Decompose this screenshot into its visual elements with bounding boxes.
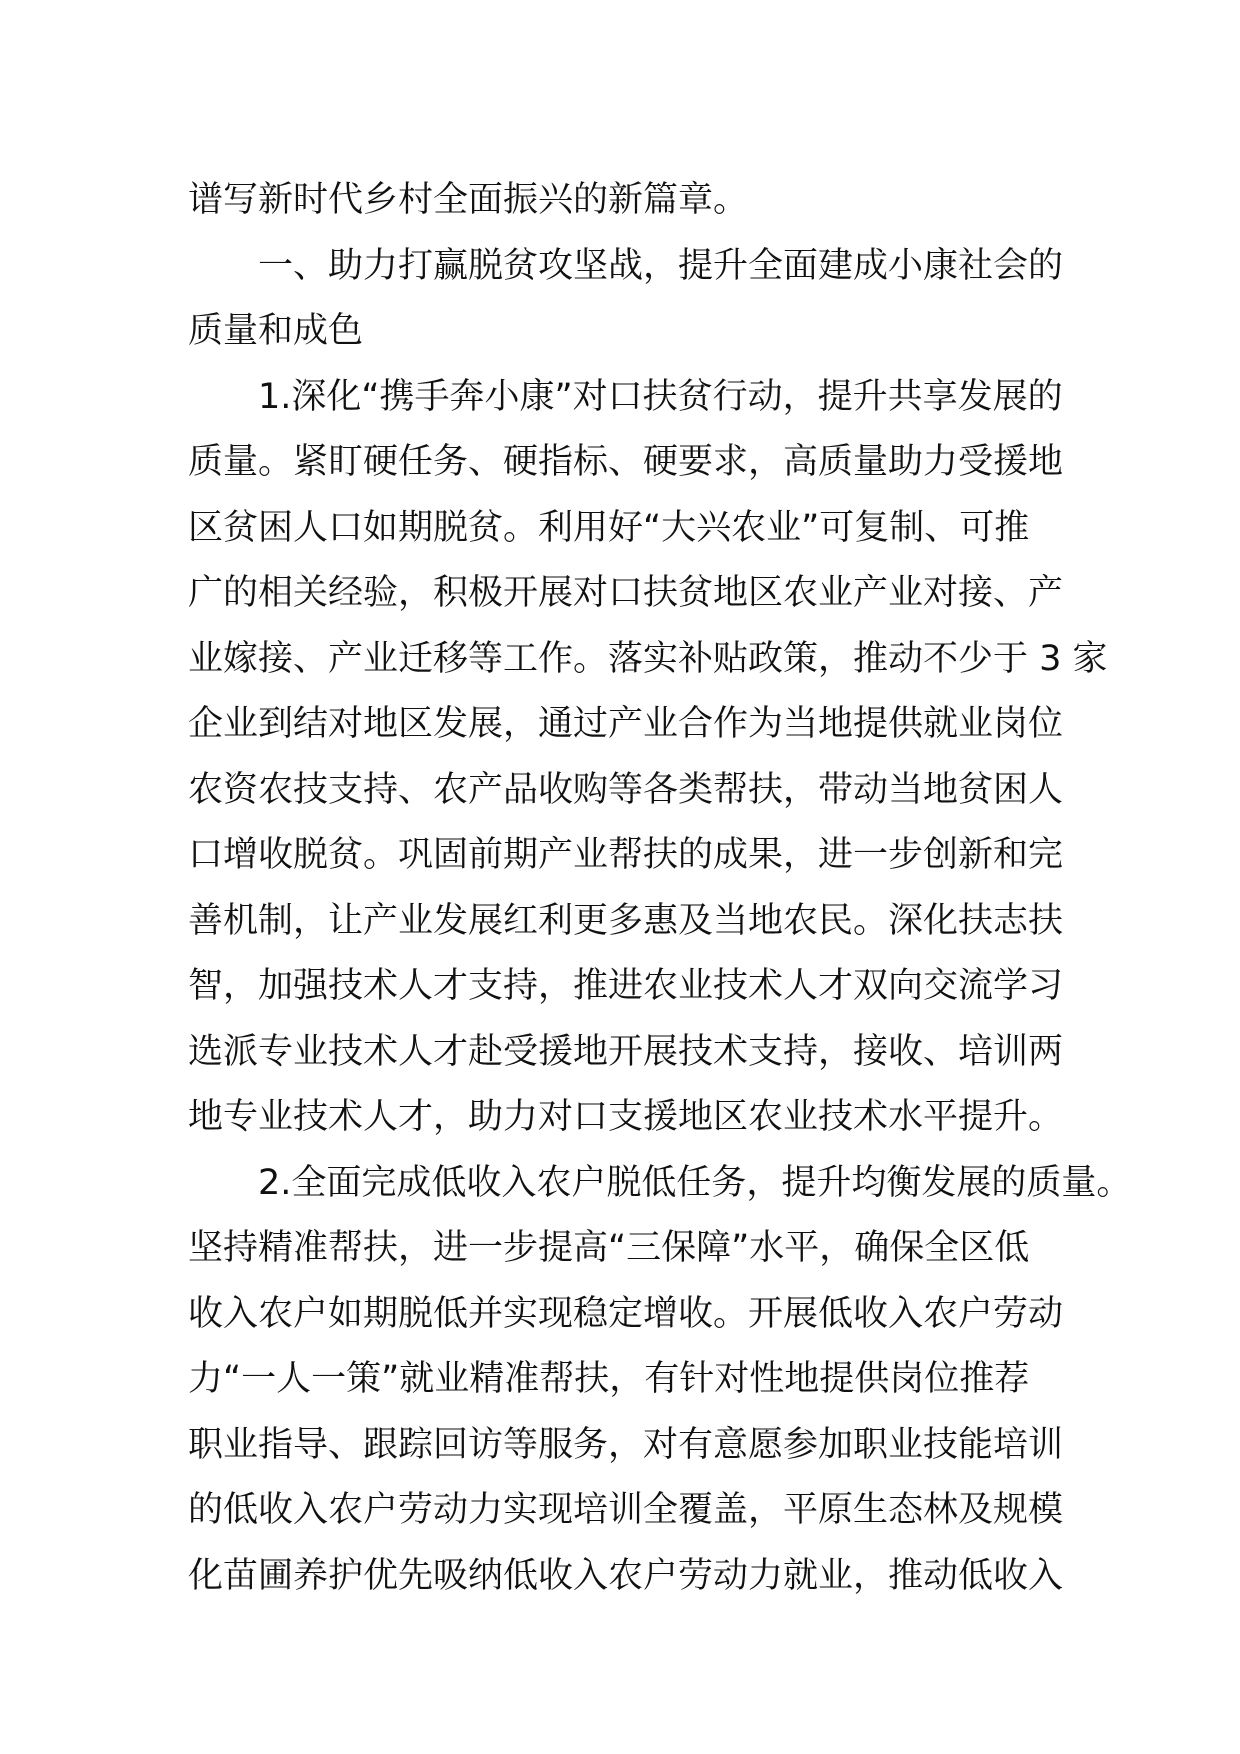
section-heading-line-1: 一、助力打赢脱贫攻坚战，提升全面建成小康社会的 bbox=[258, 245, 1064, 286]
paragraph-1-line-10: 智，加强技术人才支持，推进农业技术人才双向交流学习 bbox=[188, 966, 1064, 1006]
paragraph-2-line-3: 收入农户如期脱低并实现稳定增收。开展低收入农户劳动 bbox=[188, 1293, 1064, 1334]
paragraph-1-line-12: 地专业技术人才，助力对口支援地区农业技术水平提升。 bbox=[188, 1097, 1064, 1137]
paragraph-1-line-6: 企业到结对地区发展，通过产业合作为当地提供就业岗位 bbox=[188, 704, 1064, 744]
paragraph-2-line-6: 的低收入农户劳动力实现培训全覆盖，平原生态林及规模 bbox=[188, 1490, 1064, 1530]
document-body bbox=[188, 168, 1132, 1609]
paragraph-2-line-2: 坚持精准帮扶，进一步提高“三保障”水平，确保全区低 bbox=[188, 1228, 1030, 1268]
paragraph-1-line-4: 广的相关经验，积极开展对口扶贫地区农业产业对接、产 bbox=[188, 573, 1064, 613]
paragraph-1-line-8: 口增收脱贫。巩固前期产业帮扶的成果，进一步创新和完 bbox=[188, 835, 1064, 875]
paragraph-1-line-2: 质量。紧盯硬任务、硬指标、硬要求，高质量助力受援地 bbox=[188, 442, 1064, 482]
paragraph-1-line-5: 业嫁接、产业迁移等工作。落实补贴政策，推动不少于 3 家 bbox=[188, 638, 1108, 679]
paragraph-1-line-1: 1.深化“携手奔小康”对口扶贫行动，提升共享发展的 bbox=[258, 376, 1063, 417]
paragraph-1-line-7: 农资农技支持、农产品收购等各类帮扶，带动当地贫困人 bbox=[188, 769, 1064, 810]
paragraph-2-line-4: 力“一人一策”就业精准帮扶，有针对性地提供岗位推荐 bbox=[188, 1359, 1030, 1399]
paragraph-2-line-5: 职业指导、跟踪回访等服务，对有意愿参加职业技能培训 bbox=[188, 1424, 1064, 1465]
paragraph-1-line-9: 善机制，让产业发展红利更多惠及当地农民。深化扶志扶 bbox=[188, 900, 1064, 941]
paragraph-1-line-11: 选派专业技术人才赴受援地开展技术支持，接收、培训两 bbox=[188, 1031, 1064, 1072]
text-line-1: 谱写新时代乡村全面振兴的新篇章。 bbox=[188, 180, 749, 220]
paragraph-2-line-7: 化苗圃养护优先吸纳低收入农户劳动力就业，推动低收入 bbox=[188, 1555, 1064, 1596]
section-heading-line-2: 质量和成色 bbox=[188, 311, 364, 351]
paragraph-1-line-3: 区贫困人口如期脱贫。利用好“大兴农业”可复制、可推 bbox=[188, 507, 1030, 548]
paragraph-2-line-1: 2.全面完成低收入农户脱低任务，提升均衡发展的质量。 bbox=[258, 1162, 1132, 1203]
